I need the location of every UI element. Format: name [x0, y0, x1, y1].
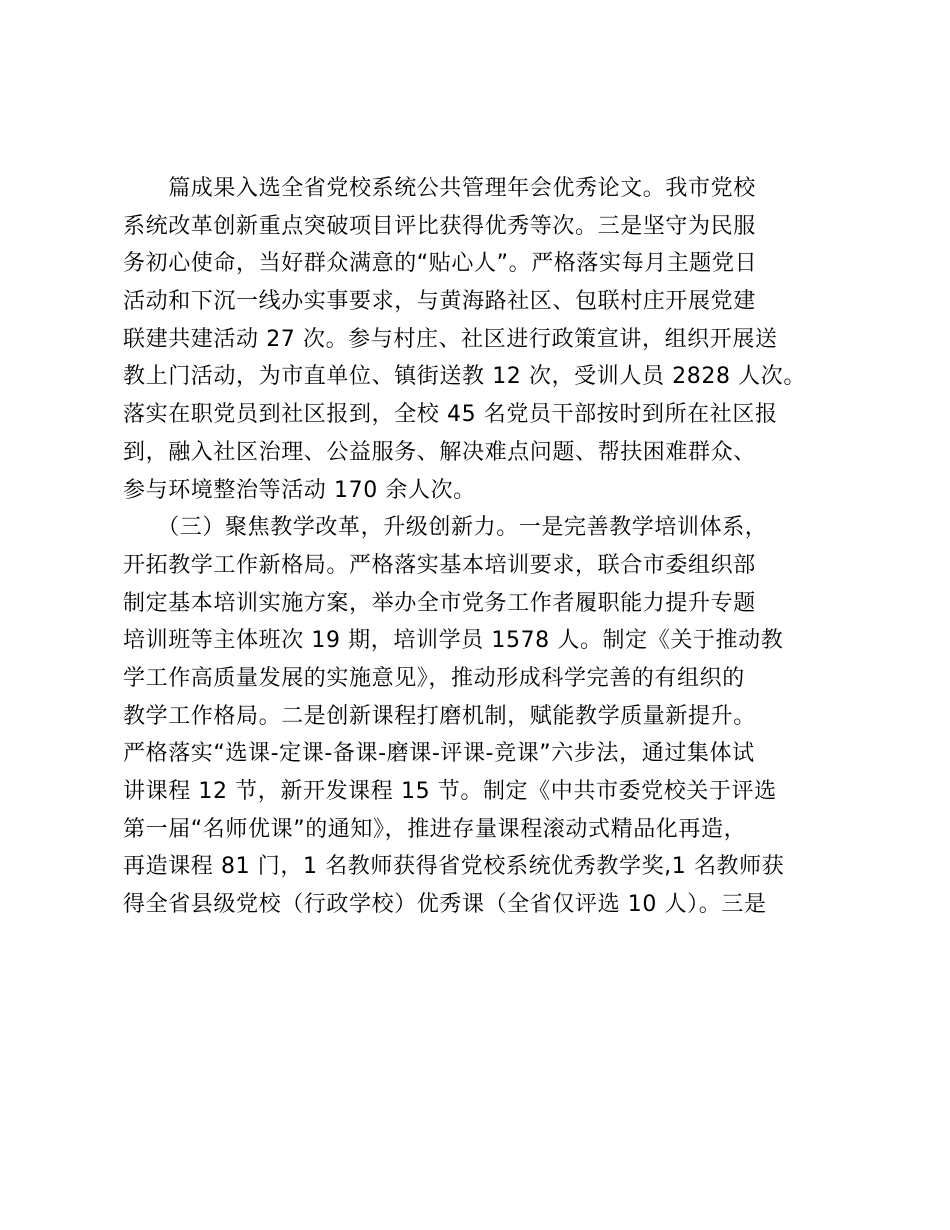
text-line: 活动和下沉一线办实事要求，与黄海路社区、包联村庄开展党建 — [123, 289, 756, 315]
text-line: 务初心使命，当好群众满意的“贴心人”。严格落实每月主题党日 — [123, 251, 758, 277]
text-line: 得全省县级党校（行政学校）优秀课（全省仅评选 10 人）。三是 — [123, 892, 767, 918]
text-line: 落实在职党员到社区报到，全校 45 名党员干部按时到所在社区报 — [123, 402, 778, 428]
text-line: 再造课程 81 门，1 名教师获得省党校系统优秀教学奖,1 名教师获 — [123, 854, 785, 880]
text-line: 学工作高质量发展的实施意见》，推动形成科学完善的有组织的 — [123, 665, 745, 691]
body-text — [123, 170, 843, 924]
text-line: 严格落实“选课-定课-备课-磨课-评课-竞课”六步法，通过集体试 — [123, 741, 755, 767]
text-line: 系统改革创新重点突破项目评比获得优秀等次。三是坚守为民服 — [123, 213, 756, 239]
text-line: 开拓教学工作新格局。严格落实基本培训要求，联合市委组织部 — [123, 552, 756, 578]
text-line: 讲课程 12 节，新开发课程 15 节。制定《中共市委党校关于评选 — [123, 779, 777, 804]
text-line: 到，融入社区治理、公益服务、解决难点问题、帮扶困难群众、 — [123, 439, 756, 465]
text-line: 制定基本培训实施方案，举办全市党务工作者履职能力提升专题 — [123, 590, 756, 616]
text-line: 参与环境整治等活动 170 余人次。 — [123, 477, 476, 503]
text-line: 篇成果入选全省党校系统公共管理年会优秀论文。我市党校 — [123, 176, 756, 201]
text-line: 培训班等主体班次 19 期，培训学员 1578 人。制定《关于推动教 — [123, 628, 784, 654]
text-line: 教上门活动，为市直单位、镇街送教 12 次，受训人员 2828 人次。 — [123, 364, 806, 390]
text-line: 联建共建活动 27 次。参与村庄、社区进行政策宣讲，组织开展送 — [123, 326, 778, 352]
text-line: 教学工作格局。二是创新课程打磨机制，赋能教学质量新提升。 — [123, 703, 756, 729]
text-line: 第一届“名师优课”的通知》，推进存量课程滚动式精品化再造， — [123, 816, 747, 842]
section-heading-line: （三）聚焦教学改革，升级创新力。一是完善教学培训体系， — [123, 515, 768, 541]
